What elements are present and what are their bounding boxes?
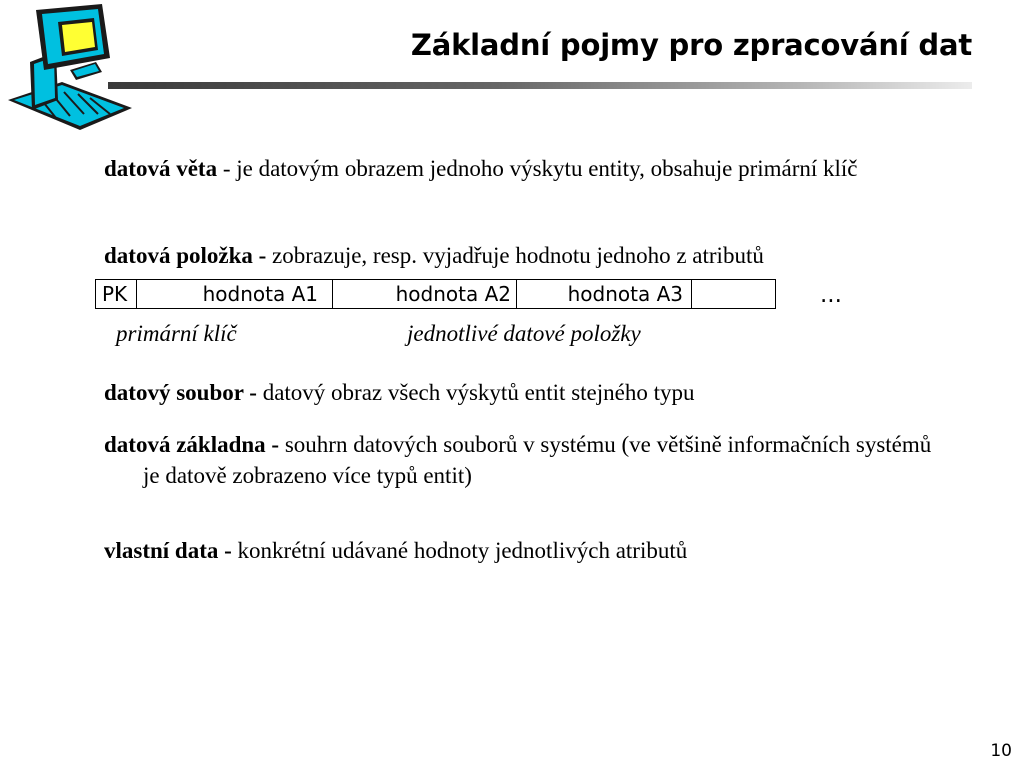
slide-title: Základní pojmy pro zpracování dat <box>410 28 972 62</box>
definition-text: konkrétní udávané hodnoty jednotlivých atributů <box>237 538 688 563</box>
definition-datova-zakladna <box>104 429 943 491</box>
definition-text: souhrn datových souborů v systému (ve většině informačních systémů je datově zobrazeno více typů entit) <box>143 432 932 488</box>
record-cell-a3: hodnota A3 <box>517 280 692 308</box>
computer-icon <box>0 0 140 135</box>
definition-text: - je datovým obrazem jednoho výskytu entity, obsahuje primární klíč <box>217 156 858 181</box>
definition-term: vlastní data - <box>104 538 238 563</box>
definition-term: datová věta <box>104 156 218 181</box>
definition-term: datový soubor - <box>104 380 263 405</box>
definition-datova-veta <box>104 153 1024 184</box>
record-cell-empty <box>692 280 775 308</box>
definition-text: zobrazuje, resp. vyjadřuje hodnotu jednoho z atributů <box>272 243 764 268</box>
definition-term: datová základna - <box>104 432 285 457</box>
record-cell-pk: PK <box>96 280 137 308</box>
page-number: 10 <box>990 741 1012 761</box>
record-cell-a1: hodnota A1 <box>137 280 333 308</box>
record-ellipsis: ... <box>820 282 842 308</box>
definition-datova-polozka <box>104 240 1024 271</box>
definition-datovy-soubor <box>104 377 1024 408</box>
caption-primary-key: primární klíč <box>116 321 237 346</box>
definition-text: datový obraz všech výskytů entit stejného typu <box>262 380 695 405</box>
record-diagram <box>95 279 776 309</box>
title-divider <box>108 82 972 89</box>
definition-term: datová položka - <box>104 243 273 268</box>
caption-data-items: jednotlivé datové položky <box>407 321 641 346</box>
definition-vlastni-data <box>104 535 1024 566</box>
record-cell-a2: hodnota A2 <box>333 280 517 308</box>
